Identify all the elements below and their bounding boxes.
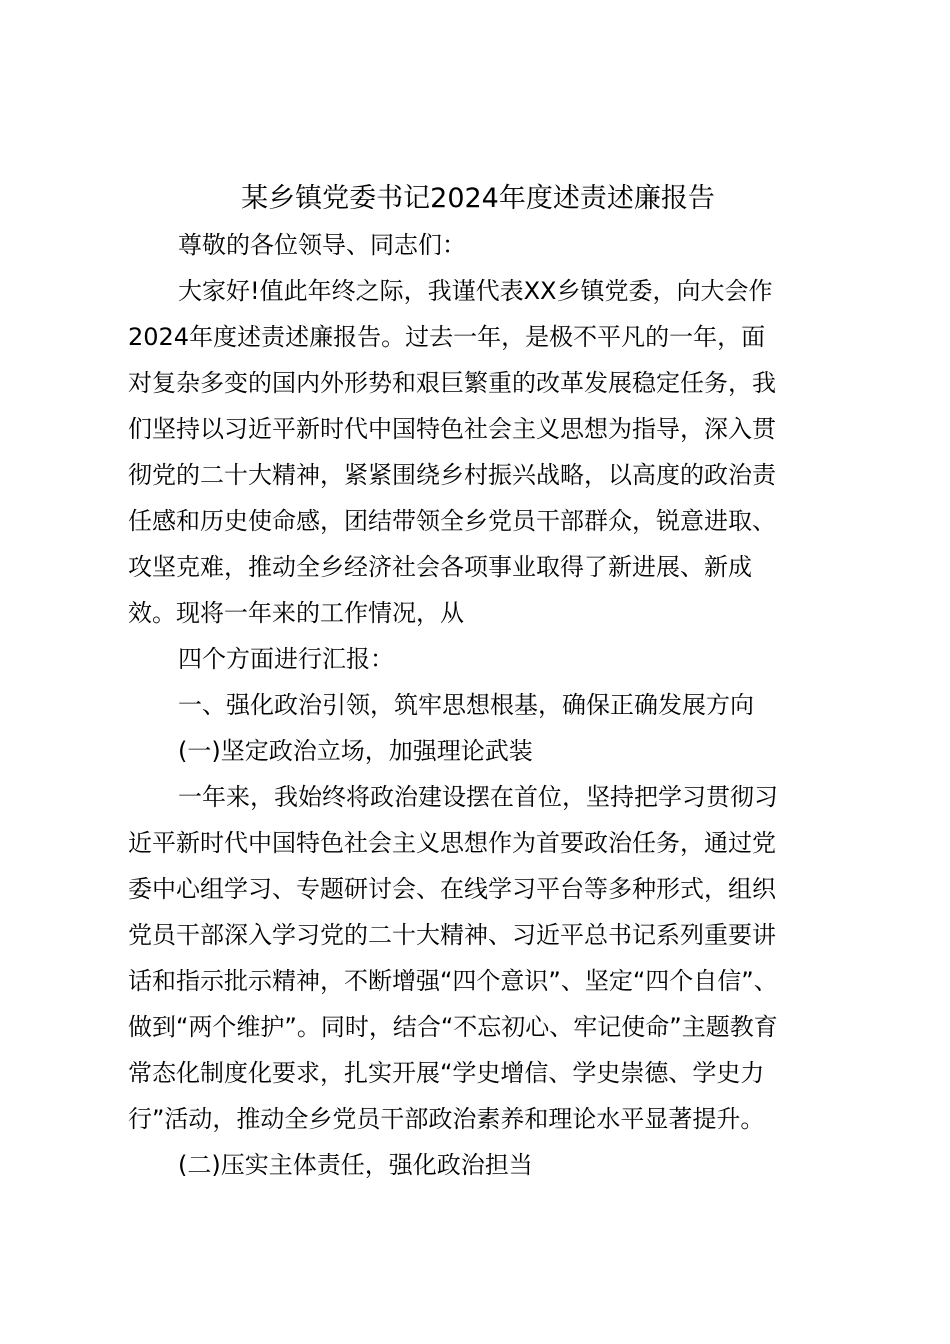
paragraph-line: 党员干部深入学习党的二十大精神、习近平总书记系列重要讲 bbox=[128, 921, 776, 949]
paragraph-line: 委中心组学习、专题研讨会、在线学习平台等多种形式，组织 bbox=[128, 875, 776, 903]
subsection-paragraph bbox=[128, 774, 828, 1142]
paragraph-line: 大家好!值此年终之际，我谨代表XX乡镇党委，向大会作 bbox=[178, 277, 773, 305]
greeting: 尊敬的各位领导、同志们： bbox=[178, 231, 466, 259]
paragraph-line: 彻党的二十大精神，紧紧围绕乡村振兴战略，以高度的政治责 bbox=[128, 461, 776, 489]
paragraph-line: 2024年度述责述廉报告。过去一年，是极不平凡的一年，面 bbox=[128, 323, 766, 351]
paragraph-line: 效。现将一年来的工作情况，从 bbox=[128, 599, 464, 627]
paragraph-line: 任感和历史使命感，团结带领全乡党员干部群众，锐意进取、 bbox=[128, 507, 776, 535]
document-title: 某乡镇党委书记2024年度述责述廉报告 bbox=[241, 183, 715, 214]
paragraph-line: 做到“两个维护”。同时，结合“不忘初心、牢记使命”主题教育 bbox=[128, 1013, 778, 1041]
intro-paragraph bbox=[128, 268, 828, 636]
subsection-heading: (二)压实主体责任，强化政治担当 bbox=[178, 1151, 533, 1179]
paragraph-line: 近平新时代中国特色社会主义思想作为首要政治任务，通过党 bbox=[128, 829, 776, 857]
intro-continuation: 四个方面进行汇报： bbox=[178, 645, 394, 673]
paragraph-line: 行”活动，推动全乡党员干部政治素养和理论水平显著提升。 bbox=[128, 1105, 765, 1133]
paragraph-line: 们坚持以习近平新时代中国特色社会主义思想为指导，深入贯 bbox=[128, 415, 776, 443]
paragraph-line: 话和指示批示精神，不断增强“四个意识”、坚定“四个自信”、 bbox=[128, 967, 778, 995]
subsection-heading: (一)坚定政治立场，加强理论武装 bbox=[178, 737, 533, 765]
document-body bbox=[128, 176, 828, 1188]
section-heading: 一、强化政治引领，筑牢思想根基，确保正确发展方向 bbox=[178, 691, 754, 719]
paragraph-line: 对复杂多变的国内外形势和艰巨繁重的改革发展稳定任务，我 bbox=[128, 369, 776, 397]
paragraph-line: 一年来，我始终将政治建设摆在首位，坚持把学习贯彻习 bbox=[178, 783, 778, 811]
paragraph-line: 攻坚克难，推动全乡经济社会各项事业取得了新进展、新成 bbox=[128, 553, 752, 581]
paragraph-line: 常态化制度化要求，扎实开展“学史增信、学史崇德、学史力 bbox=[128, 1059, 765, 1087]
